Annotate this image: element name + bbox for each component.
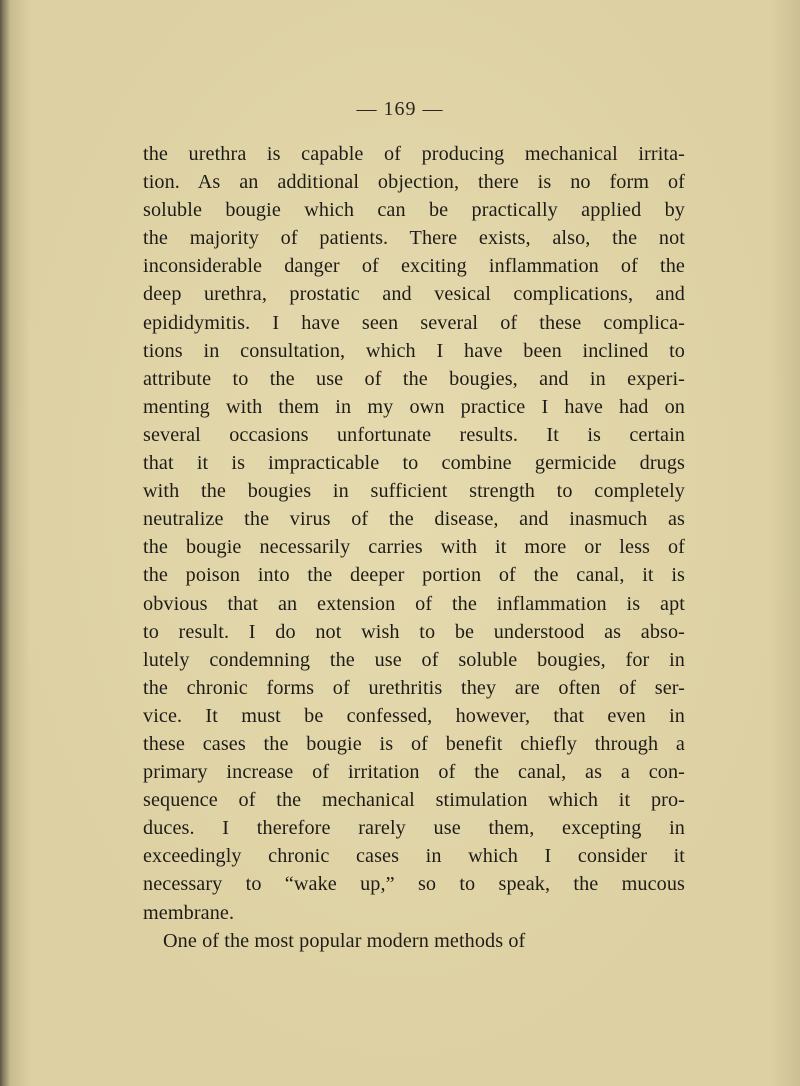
text-line: with the bougies in sufficient strength to completely	[143, 480, 685, 503]
text-line: necessary to “wake up,” so to speak, the mucous	[143, 873, 685, 896]
text-line: sequence of the mechanical stimulation which it pro-	[143, 789, 685, 812]
text-line: vice. It must be confessed, however, that even in	[143, 704, 685, 727]
text-line: tions in consultation, which I have been inclined to	[143, 339, 685, 362]
text-line: membrane.	[143, 901, 235, 924]
text-line: the poison into the deeper portion of the canal, it is	[143, 564, 685, 587]
text-line: the bougie necessarily carries with it more or less of	[143, 536, 685, 559]
text-line: attribute to the use of the bougies, and in experi-	[143, 367, 685, 390]
text-line: several occasions unfortunate results. It is certain	[143, 423, 685, 446]
text-line: exceedingly chronic cases in which I consider it	[143, 845, 685, 868]
text-line: that it is impracticable to combine germicide drugs	[143, 452, 685, 475]
text-line: tion. As an additional objection, there is no form of	[143, 171, 685, 194]
text-line: soluble bougie which can be practically applied by	[143, 199, 685, 222]
text-line: duces. I therefore rarely use them, excepting in	[143, 817, 685, 840]
text-line: neutralize the virus of the disease, and inasmuch as	[143, 508, 685, 531]
text-line: obvious that an extension of the inflammation is apt	[143, 592, 685, 615]
text-line: epididymitis. I have seen several of these complica-	[143, 311, 685, 334]
text-line: primary increase of irritation of the canal, as a con-	[143, 761, 685, 784]
text-line: these cases the bougie is of benefit chiefly through a	[143, 732, 685, 755]
text-line: menting with them in my own practice I have had on	[143, 395, 685, 418]
text-line: the majority of patients. There exists, also, the not	[143, 227, 685, 250]
text-line: inconsiderable danger of exciting inflammation of the	[143, 255, 685, 278]
page-number: — 169 —	[356, 98, 444, 120]
text-line: to result. I do not wish to be understood as abso-	[143, 620, 685, 643]
body-text	[143, 140, 685, 955]
text-line: the chronic forms of urethritis they are often of ser-	[143, 676, 685, 699]
text-line: deep urethra, prostatic and vesical complications, and	[143, 283, 685, 306]
text-line: lutely condemning the use of soluble bougies, for in	[143, 648, 685, 671]
text-line: One of the most popular modern methods of	[163, 929, 526, 952]
page-binding-edge	[0, 0, 10, 1086]
text-line: the urethra is capable of producing mechanical irrita-	[143, 143, 685, 165]
